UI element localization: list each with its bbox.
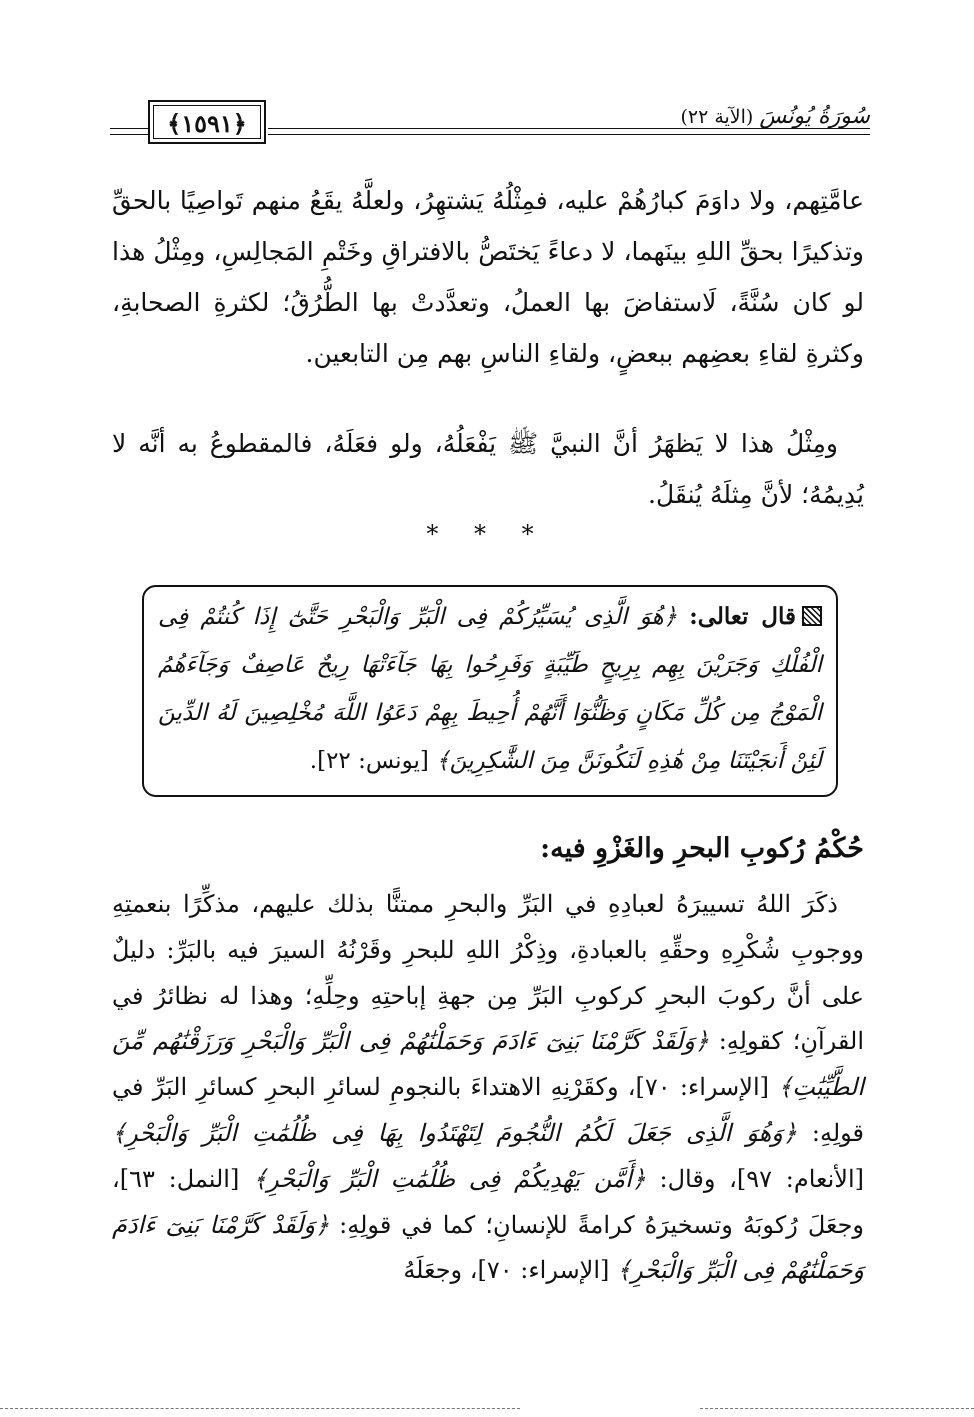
page-number: ﴿١٥٩١﴾ [167, 109, 247, 138]
paragraph-3-text-3: [الأنعام: ٩٧]، وقال: [645, 1164, 865, 1193]
scan-edge-line-right [700, 1408, 974, 1409]
sura-title: سُورَةُ يُونُسَ [759, 104, 870, 129]
scan-edge-line-left [0, 1408, 520, 1409]
verse-box [142, 585, 838, 797]
quran-quote-1: ﴿وَلَقَدْ كَرَّمْنَا بَنِىٓ ءَادَمَ وَحَمَلْنَٰهُمْ فِى الْبَرِّ وَالْبَحْرِ وَرَزَقْنَٰهُم مِّنَ الطَّيِّبَٰتِ﴾ [112, 1027, 864, 1102]
quran-quote-2: ﴿وَهُوَ الَّذِى جَعَلَ لَكُمُ النُّجُومَ لِتَهْتَدُوا بِهَا فِى ظُلُمَٰتِ الْبَرِّ وَالْبَحْرِ﴾ [112, 1118, 797, 1147]
quran-verse: ﴿هُوَ الَّذِى يُسَيِّرُكُمْ فِى الْبَرِّ وَالْبَحْرِ حَتَّىٰٓ إِذَا كُنتُمْ فِى الْفُلْكِ وَجَرَيْنَ بِهِم بِرِيحٍ طَيِّبَةٍ وَفَرِحُوا بِهَا جَآءَتْهَا رِيحٌ عَاصِفٌ وَجَآءَهُمُ الْمَوْجُ مِن كُلِّ مَكَانٍ وَظَنُّوٓا أَنَّهُمْ أُحِيطَ بِهِمْ دَعَوُا اللَّهَ مُخْلِصِينَ لَهُ الدِّينَ لَئِنْ أَنجَيْتَنَا مِنْ هَٰذِهِ لَنَكُونَنَّ مِنَ الشَّٰكِرِينَ﴾ [158, 604, 822, 774]
paragraph-3-text-4: [النمل: ٦٣]، وجعَلَ رُكوبَهُ وتسخيرَهُ كرامةً للإنسانِ؛ كما في قولِهِ: [112, 1164, 865, 1239]
paragraph-3-text-5: [الإسراء: ٧٠]، وجعَلَهُ [403, 1256, 618, 1285]
header-rule-right-top [268, 128, 870, 129]
paragraph-3 [112, 882, 864, 1294]
header-rule-left-top [110, 128, 148, 129]
verse-intro: قال تعالى: [689, 603, 796, 630]
paragraph-3-text-1: ذكَرَ اللهُ تسييرَهُ لعبادِهِ في البَرِّ والبحرِ ممتنًّا بذلك عليهم، مذكِّرًا بنعمتِهِ ووجوبِ شُكْرِهِ وحقِّهِ بالعبادةِ، وذِكْرُ اللهِ للبحرِ وقَرْنُهُ السيرَ فيه بالبَرِّ: دليلٌ على أنَّ ركوبَ البحرِ كركوبِ البَرِّ مِن جهةِ إباحتِهِ وحِلِّهِ؛ وهذا له نظائرُ في القرآنِ؛ كقولِهِ: [112, 890, 864, 1056]
header-rule-left-bottom [110, 134, 148, 135]
paragraph-3-text-2: [الإسراء: ٧٠]، وكقَرْنِهِ الاهتداءَ بالنجومِ لسائرِ البحرِ كسائرِ البَرِّ في قولِهِ: [112, 1073, 865, 1147]
running-title [680, 104, 870, 129]
page-header [110, 100, 870, 150]
page-number-frame [148, 100, 266, 144]
verse-citation: [يونس: ٢٢]. [309, 748, 429, 774]
header-rule-right-bottom [268, 134, 870, 135]
section-separator: * * * [426, 520, 548, 548]
ornament-icon [802, 606, 822, 626]
verse-reference: (الآية ٢٢) [680, 106, 754, 128]
quran-quote-4: ﴿وَلَقَدْ كَرَّمْنَا بَنِىٓ ءَادَمَ وَحَمَلْنَٰهُمْ فِى الْبَرِّ وَالْبَحْرِ﴾ [112, 1210, 864, 1285]
section-heading: حُكْمُ رُكوبِ البحرِ والغَزْوِ فيه: [540, 833, 864, 864]
quran-quote-3: ﴿أَمَّن يَهْدِيكُمْ فِى ظُلُمَٰتِ الْبَرِّ وَالْبَحْرِ﴾ [253, 1164, 646, 1193]
paragraph-1: عامَّتِهم، ولا داوَمَ كبارُهُمْ عليه، فمِثْلُهُ يَشتهِرُ، ولعلَّهُ يقَعُ منهم تَواصِيًا بالحقِّ وتذكيرًا بحقِّ اللهِ بينَهما، لا دعاءً يَختَصُّ بالافتراقِ وخَتْمِ المَجالِسِ، ومِثْلُ هذا لو كان سُنَّةً، لَاستفاضَ بها العملُ، وتعدَّدتْ بها الطُّرُقُ؛ لكثرةِ الصحابةِ، وكثرةِ لقاءِ بعضِهم ببعضٍ، ولقاءِ الناسِ بهم مِن التابعين. [112, 186, 864, 368]
paragraph-2: ومِثْلُ هذا لا يَظهَرُ أنَّ النبيَّ ﷺ يَفْعَلُهُ، ولو فعَلَهُ، فالمقطوعُ به أنَّه لا يُدِيمُهُ؛ لأنَّ مِثلَهُ يُنقَلُ. [112, 429, 864, 509]
verse-text [158, 593, 822, 785]
